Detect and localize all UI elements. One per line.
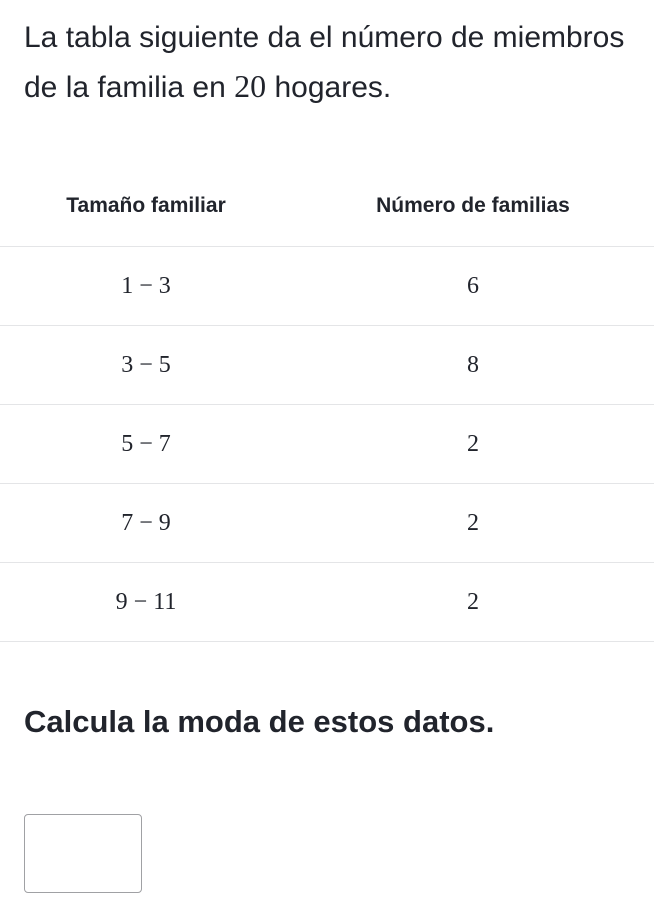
prompt-text-after: hogares.: [266, 71, 392, 104]
family-count-cell: 2: [292, 405, 654, 484]
family-count-cell: 2: [292, 563, 654, 642]
question-text: Calcula la moda de estos datos.: [24, 704, 495, 739]
family-count-cell: 2: [292, 484, 654, 563]
table-row: [0, 484, 654, 563]
frequency-table: [0, 166, 654, 642]
prompt-text-before: La tabla siguiente da el número de miembros de la familia en: [24, 21, 625, 104]
header-family-size: Tamaño familiar: [0, 166, 292, 247]
table-row: [0, 326, 654, 405]
table-row: [0, 405, 654, 484]
header-family-count: Número de familias: [292, 166, 654, 247]
family-count-cell: 8: [292, 326, 654, 405]
family-size-cell: 9 − 11: [0, 563, 292, 642]
table-row: [0, 563, 654, 642]
family-size-cell: 5 − 7: [0, 405, 292, 484]
table-row: [0, 247, 654, 326]
frequency-table-container: [0, 166, 654, 642]
problem-statement: [24, 14, 644, 112]
answer-input[interactable]: [24, 814, 142, 893]
household-count: 20: [234, 68, 267, 104]
family-size-cell: 3 − 5: [0, 326, 292, 405]
table-header-row: [0, 166, 654, 247]
family-count-cell: 6: [292, 247, 654, 326]
family-size-cell: 7 − 9: [0, 484, 292, 563]
family-size-cell: 1 − 3: [0, 247, 292, 326]
